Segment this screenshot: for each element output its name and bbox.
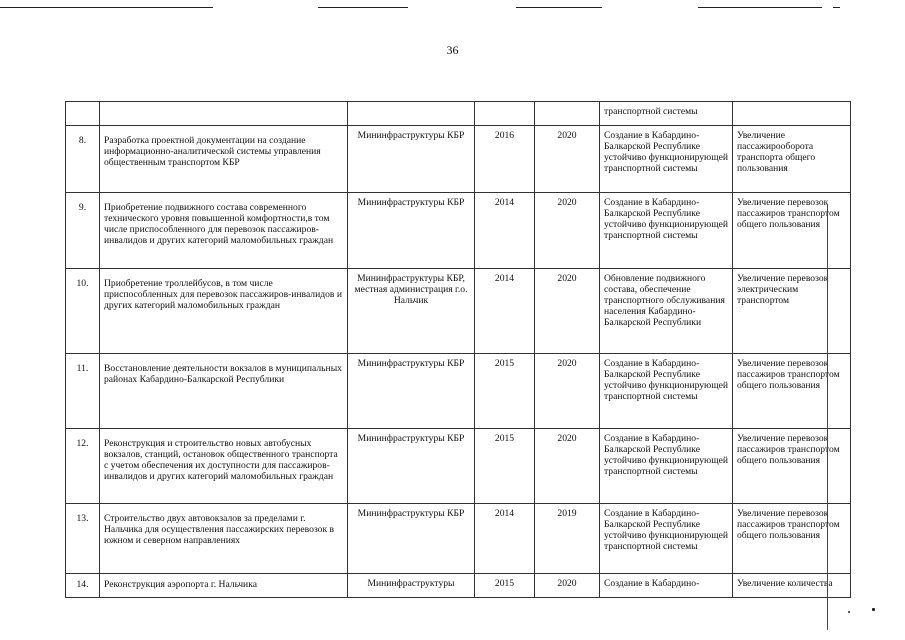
indicator-cell: Увеличение пассажирооборота транспорта общего пользования bbox=[733, 126, 851, 193]
task-cell: Приобретение подвижного состава современного технического уровня повышенной комфортности,в том числе приспособленного для перевозок пассажиров-инвалидов и других категорий маломобильных граждан bbox=[100, 193, 348, 269]
end-year-cell: 2020 bbox=[535, 126, 600, 193]
end-year-cell: 2020 bbox=[535, 574, 600, 598]
row-number: 10. bbox=[66, 269, 100, 354]
start-year-cell bbox=[475, 102, 535, 126]
start-year-cell: 2014 bbox=[475, 504, 535, 574]
scan-speck bbox=[848, 611, 850, 613]
task-cell: Реконструкция и строительство новых автобусных вокзалов, станций, остановок общественного транспорта с учетом обеспечения их доступности для пассажиров-инвалидов и других категорий маломобильных граждан bbox=[100, 429, 348, 504]
scan-speck bbox=[872, 608, 875, 611]
executor-cell: Мининфраструктуры КБР bbox=[348, 429, 475, 504]
top-rule-3 bbox=[516, 7, 602, 8]
executor-cell: Мининфраструктуры КБР bbox=[348, 504, 475, 574]
start-year-cell: 2016 bbox=[475, 126, 535, 193]
start-year-cell: 2015 bbox=[475, 354, 535, 429]
row-number: 11. bbox=[66, 354, 100, 429]
indicator-cell: Увеличение перевозок пассажиров транспортом общего пользования bbox=[733, 504, 851, 574]
result-cell: транспортной системы bbox=[600, 102, 733, 126]
num-cell bbox=[66, 102, 100, 126]
start-year-cell: 2014 bbox=[475, 269, 535, 354]
table-row bbox=[66, 429, 851, 504]
end-year-cell bbox=[535, 102, 600, 126]
task-cell: Приобретение троллейбусов, в том числе приспособленных для перевозок пассажиров-инвалидов и других категорий маломобильных граждан bbox=[100, 269, 348, 354]
table-row bbox=[66, 269, 851, 354]
task-cell bbox=[100, 102, 348, 126]
executor-cell: Мининфраструктуры bbox=[348, 574, 475, 598]
start-year-cell: 2014 bbox=[475, 193, 535, 269]
indicator-cell: Увеличение перевозок электрическим транспортом bbox=[733, 269, 851, 354]
result-cell: Создание в Кабардино-Балкарской Республике устойчиво функционирующей транспортной системы bbox=[600, 126, 733, 193]
indicator-cell: Увеличение количества bbox=[733, 574, 851, 598]
row-number: 14. bbox=[66, 574, 100, 598]
task-cell: Строительство двух автовокзалов за пределами г. Нальчика для осуществления пассажирских перевозок в южном и северном направлениях bbox=[100, 504, 348, 574]
indicator-cell bbox=[733, 102, 851, 126]
row-number: 13. bbox=[66, 504, 100, 574]
result-cell: Создание в Кабардино-Балкарской Республике устойчиво функционирующей транспортной системы bbox=[600, 504, 733, 574]
result-cell: Создание в Кабардино-Балкарской Республике устойчиво функционирующей транспортной системы bbox=[600, 193, 733, 269]
row-number: 9. bbox=[66, 193, 100, 269]
start-year-cell: 2015 bbox=[475, 574, 535, 598]
task-cell: Восстановление деятельности вокзалов в муниципальных районах Кабардино-Балкарской Республики bbox=[100, 354, 348, 429]
table-row-continuation bbox=[66, 102, 851, 126]
row-number: 8. bbox=[66, 126, 100, 193]
top-rule-4 bbox=[698, 7, 822, 8]
result-cell: Создание в Кабардино-Балкарской Республике устойчиво функционирующей транспортной системы bbox=[600, 429, 733, 504]
table-row bbox=[66, 504, 851, 574]
table-row bbox=[66, 193, 851, 269]
indicator-cell: Увеличение перевозок пассажиров транспортом общего пользования bbox=[733, 429, 851, 504]
executor-cell: Мининфраструктуры КБР bbox=[348, 193, 475, 269]
executor-cell: Мининфраструктуры КБР, местная администрация г.о. Нальчик bbox=[348, 269, 475, 354]
task-cell: Реконструкция аэропорта г. Нальчика bbox=[100, 574, 348, 598]
executor-cell: Мининфраструктуры КБР bbox=[348, 126, 475, 193]
result-cell: Обновление подвижного состава, обеспечение транспортного обслуживания населения Кабардино-Балкарской Республики bbox=[600, 269, 733, 354]
end-year-cell: 2020 bbox=[535, 269, 600, 354]
end-year-cell: 2020 bbox=[535, 354, 600, 429]
end-year-cell: 2019 bbox=[535, 504, 600, 574]
measures-table bbox=[65, 101, 851, 598]
start-year-cell: 2015 bbox=[475, 429, 535, 504]
top-rule-2 bbox=[318, 7, 408, 8]
page-number: 36 bbox=[446, 43, 459, 57]
indicator-cell: Увеличение перевозок пассажиров транспортом общего пользования bbox=[733, 193, 851, 269]
table-row bbox=[66, 354, 851, 429]
executor-cell bbox=[348, 102, 475, 126]
row-number: 12. bbox=[66, 429, 100, 504]
executor-cell: Мининфраструктуры КБР bbox=[348, 354, 475, 429]
result-cell: Создание в Кабардино-Балкарской Республике устойчиво функционирующей транспортной системы bbox=[600, 354, 733, 429]
top-rule-5 bbox=[833, 7, 840, 8]
indicator-cell: Увеличение перевозок пассажиров транспортом общего пользования bbox=[733, 354, 851, 429]
task-cell: Разработка проектной документации на создание информационно-аналитической системы управления общественным транспортом КБР bbox=[100, 126, 348, 193]
end-year-cell: 2020 bbox=[535, 193, 600, 269]
top-rule-1 bbox=[0, 7, 213, 8]
scan-edge-line bbox=[827, 205, 828, 630]
table-row bbox=[66, 574, 851, 598]
result-cell: Создание в Кабардино- bbox=[600, 574, 733, 598]
table-row bbox=[66, 126, 851, 193]
end-year-cell: 2020 bbox=[535, 429, 600, 504]
